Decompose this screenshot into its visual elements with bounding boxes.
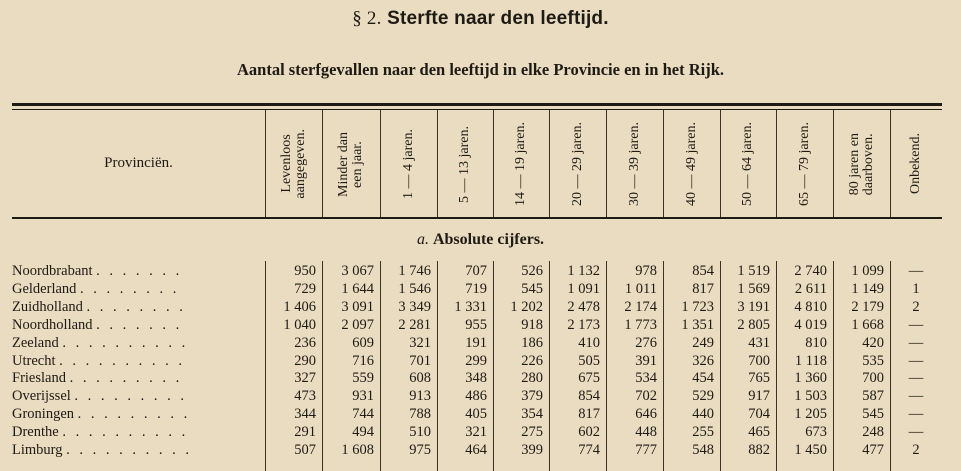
column-divider: [663, 110, 664, 217]
table-cell: 379: [521, 388, 543, 405]
table-cell: 1 118: [794, 352, 827, 369]
table-cell: —: [908, 352, 924, 369]
table-cell: 3 349: [398, 298, 431, 315]
table-cell: 608: [409, 370, 431, 387]
table-cell: —: [908, 424, 924, 441]
province-label: Zeeland: [12, 334, 59, 351]
leader-dots: . . . . . . .: [96, 316, 183, 333]
column-header: [606, 112, 663, 216]
table-cell: 2 097: [341, 316, 374, 333]
table-row: [0, 406, 961, 424]
table-cell: 810: [805, 334, 827, 351]
province-column-header: Provinciën.: [104, 155, 173, 171]
table-cell: 2: [912, 298, 920, 315]
column-divider: [265, 110, 266, 217]
table-cell: 534: [635, 370, 657, 387]
table-cell: 405: [465, 406, 487, 423]
table-cell: 3 191: [737, 298, 770, 315]
table-row: [0, 263, 961, 281]
table-cell: 1 723: [681, 298, 714, 315]
province-name: [12, 424, 265, 441]
table-cell: 1 351: [681, 316, 714, 333]
column-header-label: Levenloos aangegeven.: [278, 129, 308, 199]
table-cell: 2 611: [794, 280, 827, 297]
table-cell: 399: [521, 442, 543, 458]
table-cell: 507: [294, 442, 316, 458]
table-cell: 299: [465, 352, 487, 369]
table-cell: 2 179: [851, 298, 884, 315]
province-name: [12, 388, 265, 405]
table-cell: 817: [578, 406, 600, 423]
column-header: [776, 112, 833, 216]
header-bottom-rule: [12, 217, 942, 219]
table-cell: 882: [748, 442, 770, 458]
table-cell: 702: [635, 388, 657, 405]
table-cell: 777: [635, 442, 657, 458]
table-cell: 321: [465, 424, 487, 441]
column-header-label: 14 — 19 jaren.: [513, 122, 528, 206]
table-cell: 1 149: [851, 280, 884, 297]
table-cell: 704: [748, 406, 770, 423]
table-cell: 276: [635, 334, 657, 351]
province-label: Limburg: [12, 442, 63, 458]
section-number: § 2.: [352, 8, 382, 29]
province-name: [12, 335, 265, 352]
top-rule-thin: [12, 109, 942, 110]
table-cell: 290: [294, 352, 316, 369]
column-header: [380, 112, 437, 216]
table-cell: 931: [352, 388, 374, 405]
table-cell: 646: [635, 406, 657, 423]
column-header: [890, 112, 942, 216]
table-cell: —: [908, 370, 924, 387]
table-cell: 729: [294, 280, 316, 297]
table-cell: 950: [294, 263, 316, 279]
table-cell: 494: [352, 424, 374, 441]
province-name: [12, 281, 265, 298]
table-row: [0, 299, 961, 317]
table-row: [0, 370, 961, 388]
table-cell: 975: [409, 442, 431, 458]
province-name: [12, 317, 265, 334]
table-cell: 1 040: [283, 316, 316, 333]
table-cell: 817: [692, 280, 714, 297]
table-cell: 535: [862, 352, 884, 369]
column-divider: [720, 110, 721, 217]
province-label: Noordholland: [12, 316, 93, 333]
table-cell: 744: [352, 406, 374, 423]
province-name: [12, 263, 265, 280]
table-cell: —: [908, 316, 924, 333]
column-header-label: 20 — 29 jaren.: [569, 122, 585, 206]
table-cell: 191: [465, 334, 487, 351]
table-cell: 1 331: [454, 298, 487, 315]
table-cell: 505: [578, 352, 600, 369]
leader-dots: . . . . . . .: [96, 263, 183, 279]
table-cell: 2: [912, 442, 920, 458]
table-cell: 1 099: [851, 263, 884, 279]
province-name: [12, 406, 265, 423]
table-cell: 719: [465, 280, 487, 297]
table-cell: 510: [409, 424, 431, 441]
column-header-label: 5 — 13 jaren.: [457, 125, 472, 203]
table-row: [0, 335, 961, 353]
table-cell: 3 067: [341, 263, 374, 279]
column-divider: [437, 110, 438, 217]
province-name: [12, 370, 265, 387]
table-cell: 2 281: [398, 316, 431, 333]
section-title: [0, 8, 961, 30]
column-divider: [493, 110, 494, 217]
column-header: [833, 112, 890, 216]
province-label: Overijssel: [12, 388, 71, 405]
column-header-label: Minder dan een jaar.: [336, 131, 365, 197]
table-cell: 410: [578, 334, 600, 351]
column-header-label: 30 — 39 jaren.: [626, 122, 642, 206]
leader-dots: . . . . . . . .: [80, 280, 180, 297]
table-cell: 291: [294, 424, 316, 441]
table-cell: 529: [692, 388, 714, 405]
table-cell: 2 740: [794, 263, 827, 279]
table-cell: 1 011: [624, 280, 657, 297]
table-cell: 1 202: [510, 298, 543, 315]
table-cell: 344: [294, 406, 316, 423]
table-cell: 1 205: [794, 406, 827, 423]
leader-dots: . . . . . . . .: [86, 298, 186, 315]
leader-dots: . . . . . . . . . .: [66, 442, 192, 458]
table-cell: 675: [578, 370, 600, 387]
table-cell: 464: [465, 442, 487, 458]
province-label: Drenthe: [12, 424, 59, 441]
table-cell: 526: [521, 263, 543, 279]
leader-dots: . . . . . . . . .: [74, 388, 188, 405]
table-cell: 1 132: [567, 263, 600, 279]
table-cell: 701: [409, 352, 431, 369]
leader-dots: . . . . . . . . . .: [62, 334, 189, 351]
table-cell: 327: [294, 370, 316, 387]
subsection-heading: [0, 231, 961, 249]
table-title: Aantal sterfgevallen naar den leeftijd in elke Provincie en in het Rijk.: [236, 60, 725, 79]
table-cell: 545: [521, 280, 543, 297]
table-cell: 765: [748, 370, 770, 387]
column-header-label: 80 jaren en daarboven.: [846, 132, 876, 196]
table-cell: 280: [521, 370, 543, 387]
table-cell: 854: [692, 263, 714, 279]
column-header: [322, 112, 380, 216]
column-header-label: 40 — 49 jaren.: [683, 122, 699, 206]
column-header: [549, 112, 606, 216]
table-cell: 354: [521, 406, 543, 423]
table-cell: 1 668: [851, 316, 884, 333]
table-cell: 955: [465, 316, 487, 333]
leader-dots: . . . . . . . . . .: [59, 352, 185, 369]
table-cell: 1 450: [794, 442, 827, 458]
subsection-title: Absolute cijfers.: [432, 231, 545, 248]
table-row: [0, 388, 961, 406]
column-divider: [322, 110, 323, 217]
table-cell: 348: [465, 370, 487, 387]
table-cell: 559: [352, 370, 374, 387]
table-cell: 609: [352, 334, 374, 351]
column-header: [493, 112, 549, 216]
table-cell: 326: [692, 352, 714, 369]
table-cell: 226: [521, 352, 543, 369]
province-label: Noordbrabant: [12, 263, 93, 279]
column-divider: [549, 110, 550, 217]
province-label: Friesland: [12, 370, 66, 387]
table-cell: 391: [635, 352, 657, 369]
table-cell: —: [908, 263, 924, 279]
table-cell: 854: [578, 388, 600, 405]
table-cell: 716: [352, 352, 374, 369]
table-cell: 774: [578, 442, 600, 458]
leader-dots: . . . . . . . . .: [69, 370, 183, 387]
table-cell: 700: [748, 352, 770, 369]
table-cell: 788: [409, 406, 431, 423]
table-cell: 2 478: [567, 298, 600, 315]
table-cell: 587: [862, 388, 884, 405]
table-cell: 673: [805, 424, 827, 441]
table-cell: 1 608: [341, 442, 374, 458]
column-divider: [776, 110, 777, 217]
table-cell: 1 644: [341, 280, 374, 297]
table-cell: 440: [692, 406, 714, 423]
table-cell: 255: [692, 424, 714, 441]
top-rule-thick: [12, 103, 942, 106]
table-cell: 917: [748, 388, 770, 405]
table-row: [0, 442, 961, 460]
table-row: [0, 353, 961, 371]
column-header: [265, 112, 322, 216]
table-cell: 321: [409, 334, 431, 351]
table-cell: 420: [862, 334, 884, 351]
table-cell: 548: [692, 442, 714, 458]
table-cell: 978: [635, 263, 657, 279]
table-cell: 4 810: [794, 298, 827, 315]
table-cell: 448: [635, 424, 657, 441]
column-header: [663, 112, 720, 216]
table-cell: 913: [409, 388, 431, 405]
table-cell: 249: [692, 334, 714, 351]
table-cell: 431: [748, 334, 770, 351]
leader-dots: . . . . . . . . . .: [62, 424, 189, 441]
column-divider: [606, 110, 607, 217]
table-cell: 1: [912, 280, 920, 297]
table-cell: 1 503: [794, 388, 827, 405]
column-divider: [833, 110, 834, 217]
province-name: [12, 442, 265, 459]
table-cell: 602: [578, 424, 600, 441]
table-cell: 3 091: [341, 298, 374, 315]
table-cell: 918: [521, 316, 543, 333]
table-cell: 2 805: [737, 316, 770, 333]
table-cell: —: [908, 406, 924, 423]
table-cell: 477: [862, 442, 884, 458]
table-cell: 248: [862, 424, 884, 441]
table-cell: 2 173: [567, 316, 600, 333]
table-cell: 486: [465, 388, 487, 405]
table-cell: 465: [748, 424, 770, 441]
province-label: Gelderland: [12, 280, 77, 297]
province-label: Utrecht: [12, 352, 56, 369]
column-divider: [890, 110, 891, 217]
table-cell: —: [908, 388, 924, 405]
table-cell: 1 546: [398, 280, 431, 297]
table-cell: 1 746: [398, 263, 431, 279]
table-cell: 2 174: [624, 298, 657, 315]
column-header: [720, 112, 776, 216]
table-cell: 186: [521, 334, 543, 351]
column-header-label: 1 — 4 jaren.: [400, 129, 416, 199]
table-cell: 1 406: [283, 298, 316, 315]
column-header-label: Onbekend.: [908, 133, 923, 195]
table-cell: —: [908, 334, 924, 351]
province-label: Groningen: [12, 406, 75, 423]
table-cell: 1 360: [794, 370, 827, 387]
table-cell: 275: [521, 424, 543, 441]
table-cell: 545: [862, 406, 884, 423]
section-title-text: Sterfte naar den leeftijd.: [387, 8, 609, 29]
table-cell: 1 773: [624, 316, 657, 333]
table-cell: 236: [294, 334, 316, 351]
province-name: [12, 299, 265, 316]
table-cell: 700: [862, 370, 884, 387]
table-row: [0, 317, 961, 335]
province-name: [12, 353, 265, 370]
table-cell: 707: [465, 263, 487, 279]
table-cell: 1 519: [737, 263, 770, 279]
table-row: [0, 424, 961, 442]
table-cell: 454: [692, 370, 714, 387]
table-cell: 1 091: [567, 280, 600, 297]
table-row: [0, 281, 961, 299]
province-label: Zuidholland: [12, 298, 83, 315]
table-cell: 4 019: [794, 316, 827, 333]
leader-dots: . . . . . . . . .: [77, 406, 191, 423]
column-header-label: 65 — 79 jaren.: [796, 122, 812, 206]
column-header-label: 50 — 64 jaren.: [740, 122, 755, 206]
column-divider: [380, 110, 381, 217]
subsection-letter: a.: [416, 231, 429, 248]
table-cell: 1 569: [737, 280, 770, 297]
table-cell: 473: [294, 388, 316, 405]
column-header: [437, 112, 493, 216]
